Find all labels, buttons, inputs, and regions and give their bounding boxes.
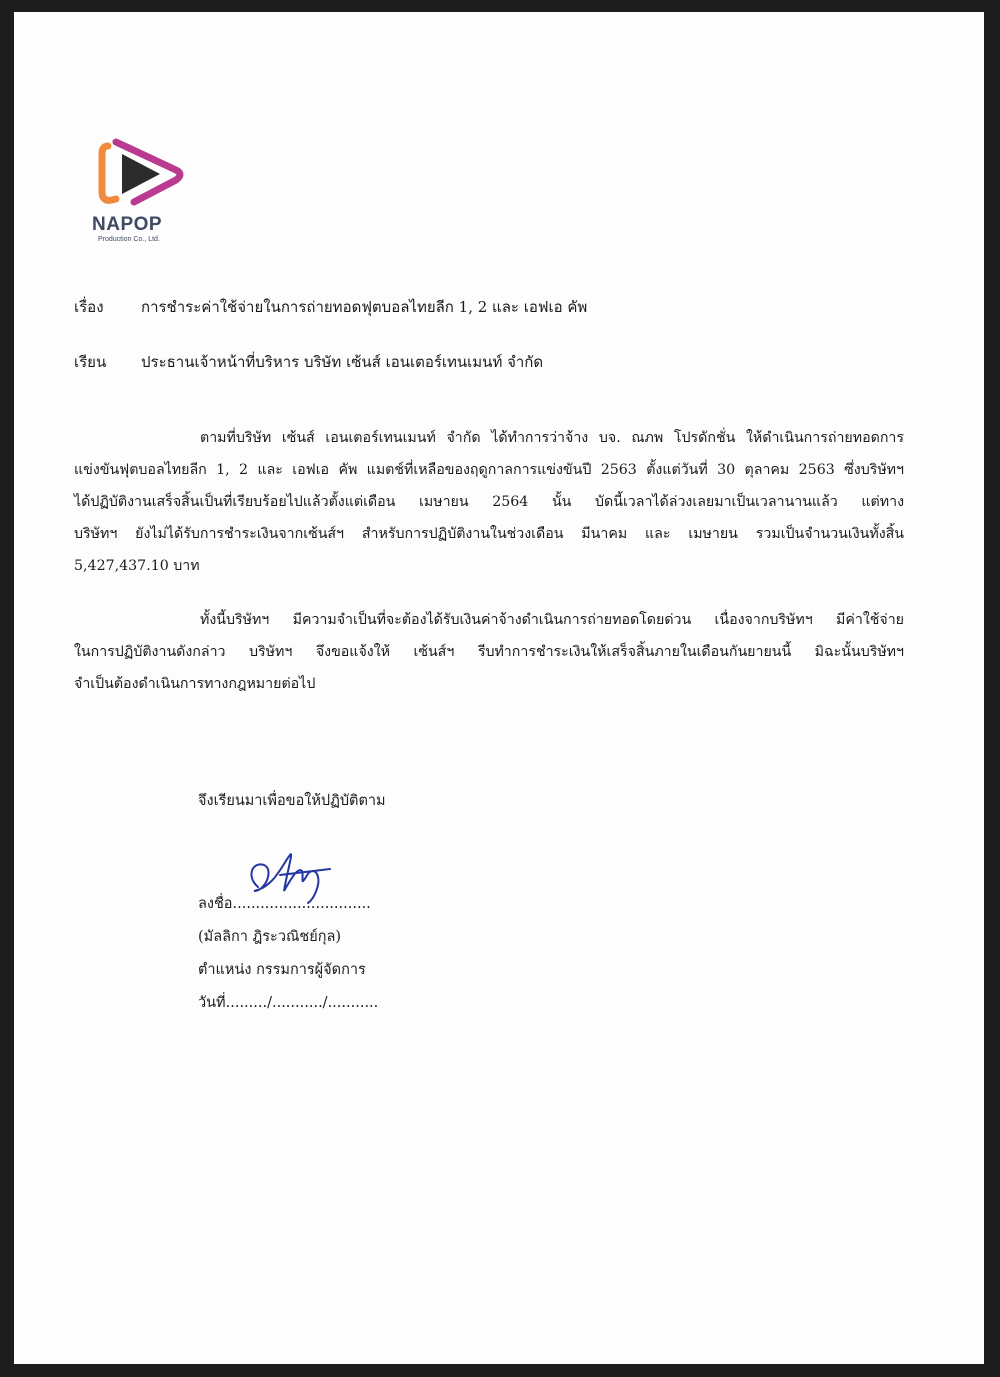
paragraph-line: จำเป็นต้องดำเนินการทางกฎหมายต่อไป: [74, 676, 316, 692]
paragraph-line: ได้ปฏิบัติงานเสร็จสิ้นเป็นที่เรียบร้อยไปแล้วตั้งแต่เดือน เมษายน 2564 นั้น บัดนี้เวลาได้ล่วงเลยมาเป็นเวลานานแล้ว แต่ทาง: [74, 494, 904, 510]
paragraph-line: ในการปฏิบัติงานดังกล่าว บริษัทฯ จึงขอแจ้งให้ เซ้นส์ฯ รีบทำการชำระเงินให้เสร็จสิ้นภายในเดือนกันยายนนี้ มิฉะนั้นบริษัทฯ: [74, 644, 904, 660]
paragraph-one: [74, 422, 904, 582]
paragraph-two: [74, 604, 904, 700]
recipient-label: เรียน: [74, 353, 107, 371]
company-logo: [90, 130, 200, 250]
subject-value: การชำระค่าใช้จ่ายในการถ่ายทอดฟุตบอลไทยลีก 1, 2 และ เอฟเอ คัพ: [141, 298, 588, 316]
recipient-value: ประธานเจ้าหน้าที่บริหาร บริษัท เซ้นส์ เอนเตอร์เทนเมนท์ จำกัด: [141, 353, 544, 371]
letter-page: [14, 12, 984, 1364]
closing-text: จึงเรียนมาเพื่อขอให้ปฏิบัติตาม: [198, 793, 386, 809]
logo-wordmark: NAPOP: [92, 214, 163, 235]
signer-name: (มัลลิกา ฎิระวณิชย์กุล): [198, 929, 342, 945]
signer-position: ตำแหน่ง กรรมการผู้จัดการ: [198, 962, 366, 978]
signature-line: ลงชื่อ..............................: [198, 896, 371, 912]
paragraph-line: 5,427,437.10 บาท: [74, 558, 200, 574]
logo-subtitle: Production Co., Ltd.: [98, 236, 160, 243]
signature-date: วันที่........./.........../...........: [198, 995, 379, 1011]
paragraph-line: แข่งขันฟุตบอลไทยลีก 1, 2 และ เอฟเอ คัพ แมตช์ที่เหลือของฤดูกาลการแข่งขันปี 2563 ตั้งแต่วันที่ 30 ตุลาคม 2563 ซึ่งบริษัทฯ: [74, 462, 904, 478]
paragraph-line: บริษัทฯ ยังไม่ได้รับการชำระเงินจากเซ้นส์ฯ สำหรับการปฏิบัติงานในช่วงเดือน มีนาคม และ เมษายน รวมเป็นจำนวนเงินทั้งสิ้น: [74, 526, 904, 542]
paragraph-line: ตามที่บริษัท เซ้นส์ เอนเตอร์เทนเมนท์ จำกัด ได้ทำการว่าจ้าง บจ. ณภพ โปรดักชั่น ให้ดำเนินการถ่ายทอดการ: [200, 430, 904, 446]
paragraph-line: ทั้งนี้บริษัทฯ มีความจำเป็นที่จะต้องได้รับเงินค่าจ้างดำเนินการถ่ายทอดโดยด่วน เนื่องจากบริษัทฯ มีค่าใช้จ่าย: [200, 612, 904, 628]
play-logo-icon: [94, 130, 190, 214]
subject-label: เรื่อง: [74, 298, 104, 316]
